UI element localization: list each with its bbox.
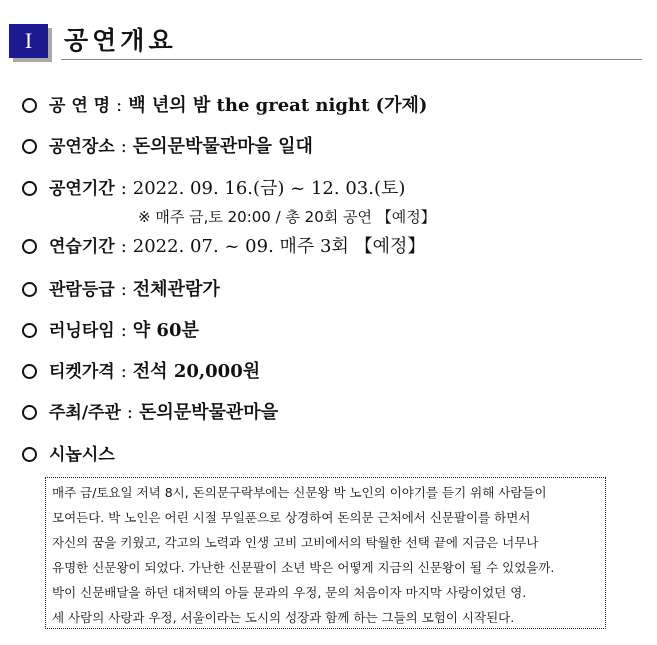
info-label: 러닝타임 [49, 321, 115, 341]
info-label: 공연장소 [49, 137, 115, 157]
synopsis-line: 매주 금/토요일 저녁 8시, 돈의문구락부에는 신문왕 박 노인의 이야기를 듣기 위해 사람들이 [52, 485, 547, 500]
info-value: 돈의문박물관마을 [138, 402, 279, 423]
synopsis-line: 자신의 꿈을 키웠고, 각고의 노력과 인생 고비 고비에서의 탁월한 선택 끝에 지금은 너무나 [52, 535, 539, 550]
section-title: 공연개요 [64, 26, 177, 55]
circle-bullet-icon [22, 323, 37, 338]
circle-bullet-icon [22, 239, 37, 254]
info-value: 전체관람가 [132, 279, 220, 300]
circle-bullet-icon [22, 405, 37, 420]
info-value: 돈의문박물관마을 일대 [132, 136, 313, 157]
synopsis-line: 세 사람의 사랑과 우정, 서울이라는 도시의 성장과 함께 하는 그들의 모험이 시작된다. [52, 610, 515, 625]
info-row-period [22, 178, 405, 200]
info-row-ticket-price [22, 361, 260, 383]
info-label: 티켓가격 [49, 362, 115, 382]
circle-bullet-icon [22, 364, 37, 379]
info-row-title [22, 95, 427, 117]
circle-bullet-icon [22, 447, 37, 462]
info-separator: : [120, 178, 127, 199]
info-value: 전석 20,000원 [132, 361, 261, 382]
info-separator: : [120, 361, 127, 382]
info-separator: : [126, 402, 133, 423]
info-separator: : [120, 320, 127, 341]
info-label: 시놉시스 [49, 445, 115, 465]
info-value: 2022. 07. ~ 09. 매주 3회 【예정】 [132, 236, 426, 257]
info-value: 백 년의 밤 the great night (가제) [128, 95, 428, 116]
info-separator: : [120, 279, 127, 300]
info-row-running-time [22, 320, 199, 342]
section-number-badge: I [9, 24, 48, 58]
header-divider [61, 59, 642, 60]
synopsis-line: 모여든다. 박 노인은 어린 시절 무일푼으로 상경하여 돈의문 근처에서 신문팔이를 하면서 [52, 510, 531, 525]
circle-bullet-icon [22, 181, 37, 196]
info-row-organizer [22, 402, 278, 424]
info-row-rating [22, 279, 220, 301]
info-label: 공연기간 [49, 179, 115, 199]
section-header [9, 21, 642, 61]
info-separator: : [116, 95, 123, 116]
info-label: 연습기간 [49, 237, 115, 257]
synopsis-box [45, 477, 606, 629]
circle-bullet-icon [22, 98, 37, 113]
synopsis-line: 박이 신문배달을 하던 대저택의 아들 문과의 우정, 문의 처음이자 마지막 사랑이었던 영. [52, 585, 527, 600]
circle-bullet-icon [22, 139, 37, 154]
info-label: 공 연 명 [49, 96, 111, 116]
info-row-venue [22, 136, 313, 158]
info-label: 관람등급 [49, 280, 115, 300]
info-separator: : [120, 236, 127, 257]
info-value: 약 60분 [132, 320, 199, 341]
info-value: 2022. 09. 16.(금) ~ 12. 03.(토) [132, 178, 406, 199]
info-separator: : [120, 136, 127, 157]
info-row-synopsis [22, 444, 115, 466]
circle-bullet-icon [22, 282, 37, 297]
info-label: 주최/주관 [49, 403, 121, 423]
synopsis-line: 유명한 신문왕이 되었다. 가난한 신문팔이 소년 박은 어떻게 지금의 신문왕이 될 수 있었을까. [52, 560, 555, 575]
info-row-rehearsal [22, 236, 425, 258]
performance-schedule-note: ※ 매주 금,토 20:00 / 총 20회 공연 【예정】 [138, 208, 436, 226]
